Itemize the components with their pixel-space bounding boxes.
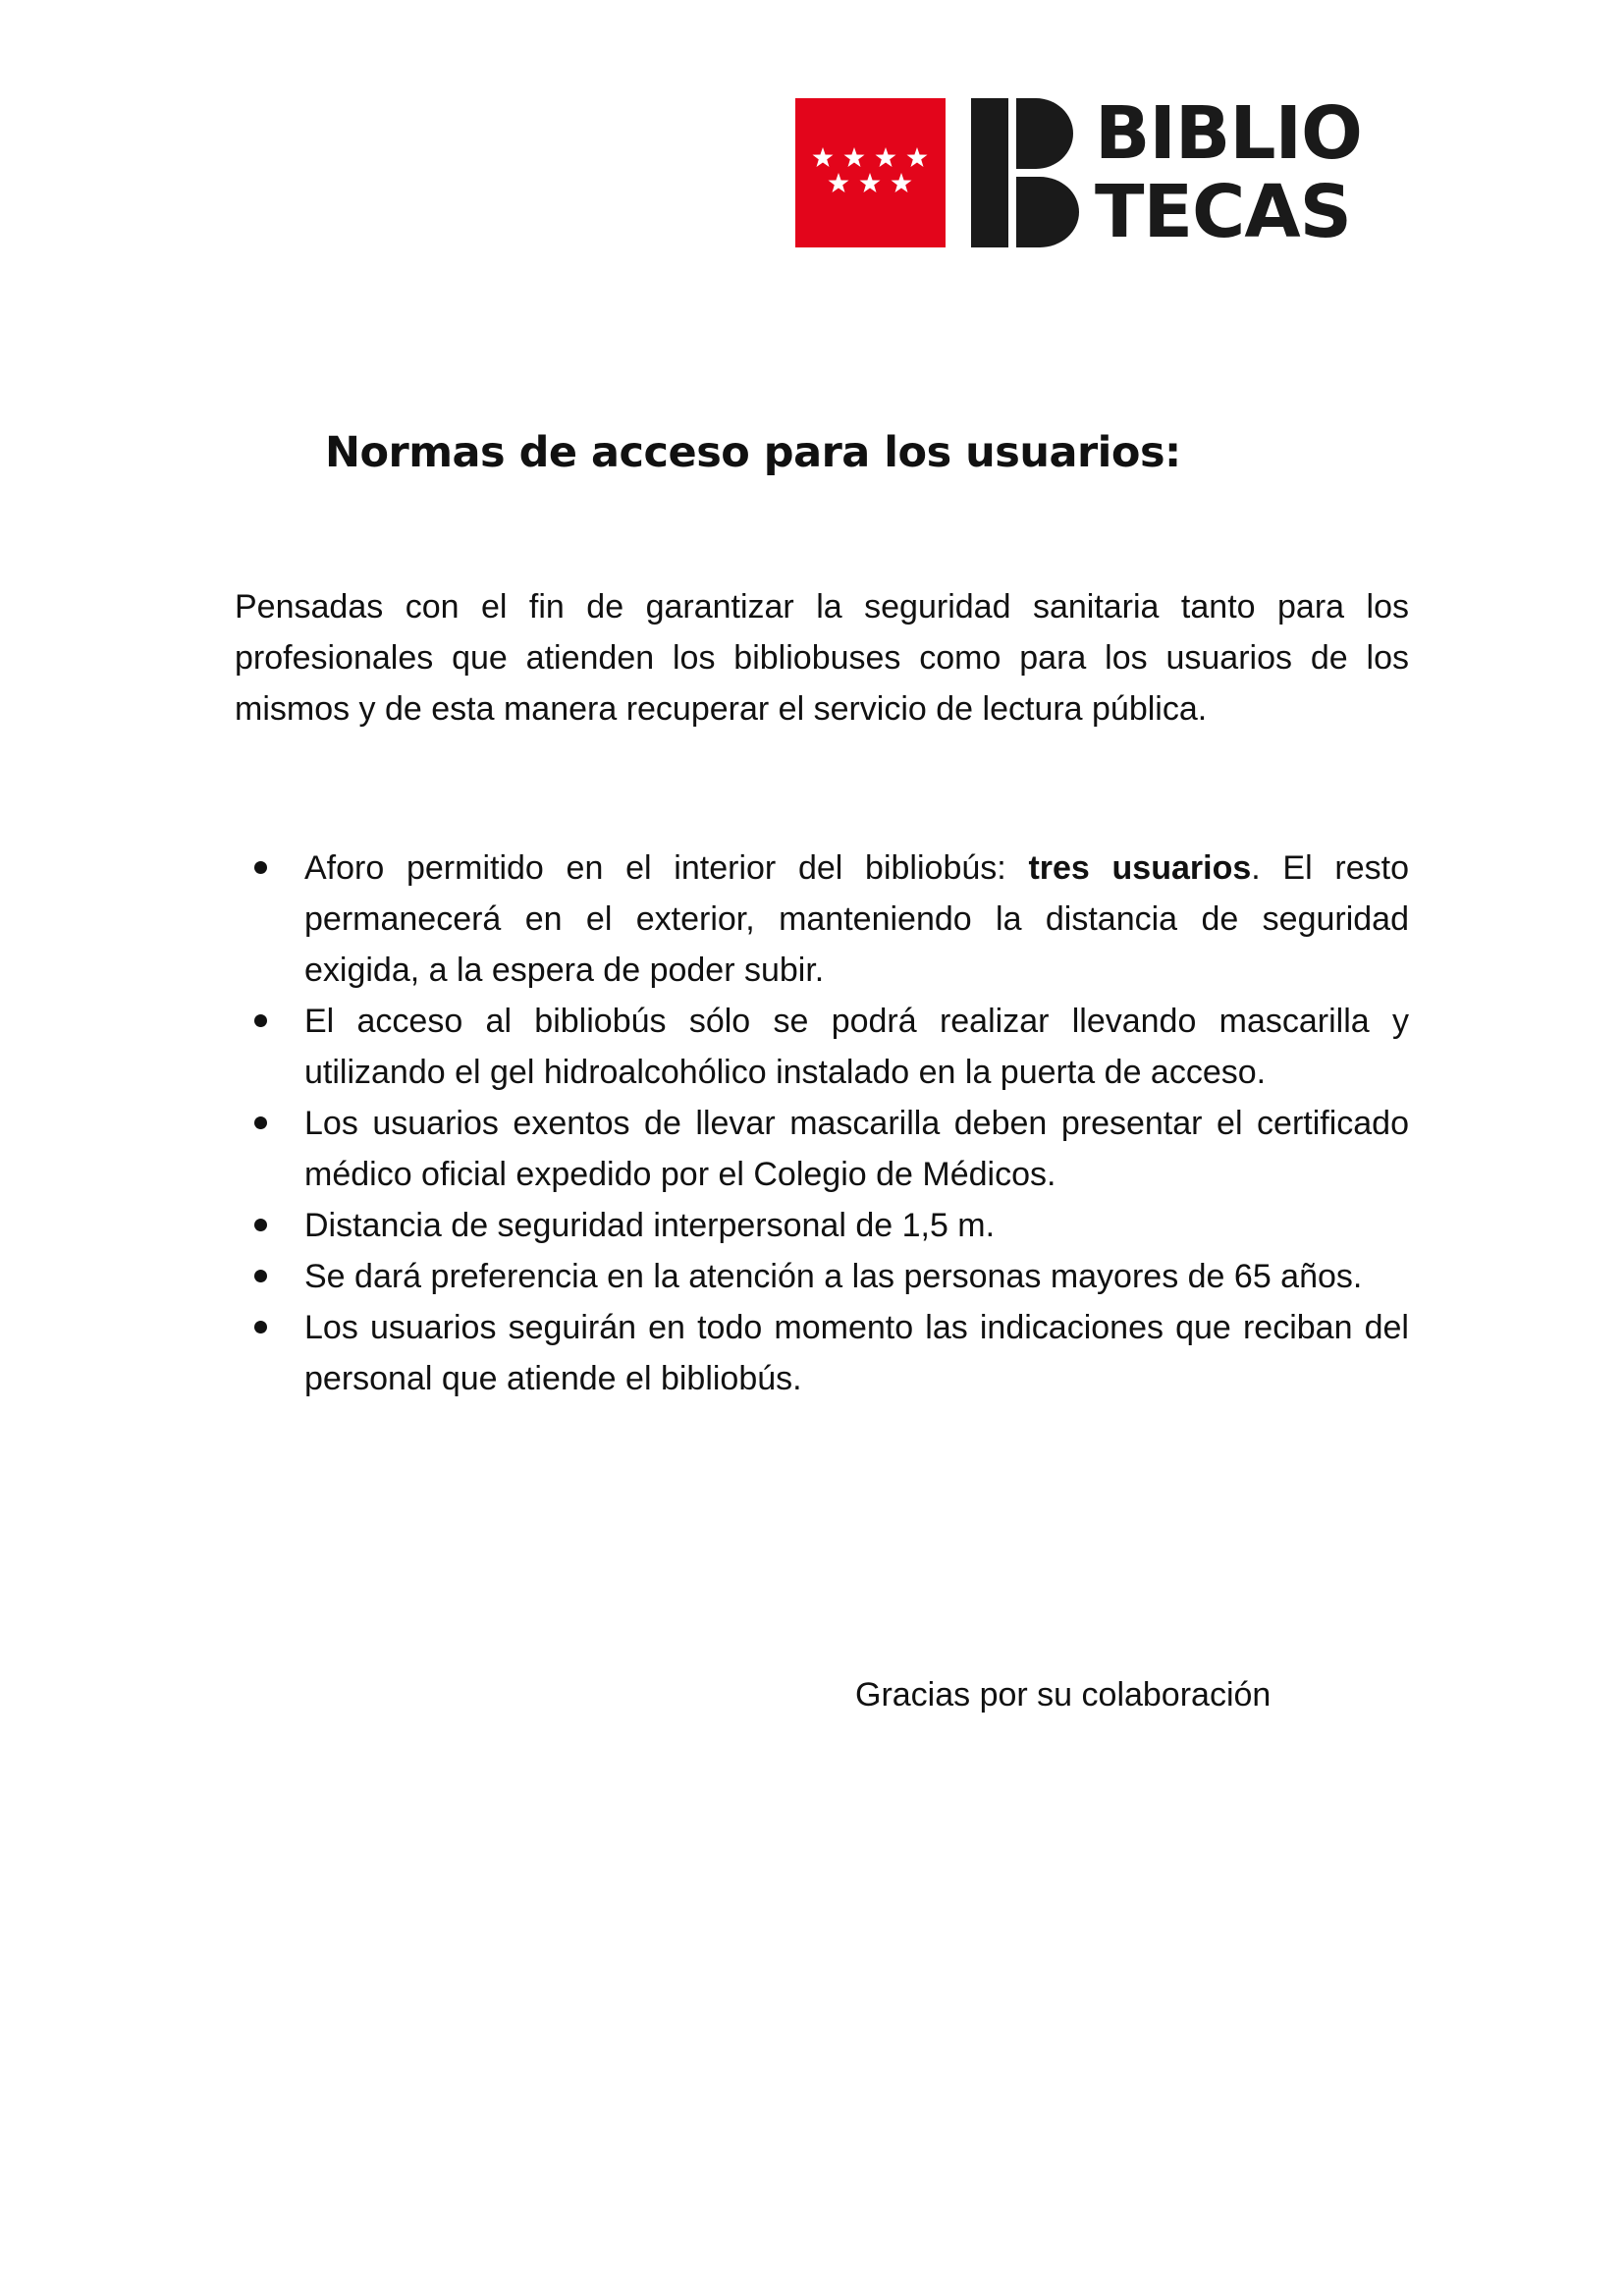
rule-item <box>235 1302 1409 1404</box>
bullet-icon <box>254 1116 267 1129</box>
rule-text: Aforo permitido en el interior del bibliobús: <box>304 849 1029 887</box>
rule-item <box>235 1251 1409 1302</box>
bullet-icon <box>254 1321 267 1333</box>
wordmark-line-1: BIBLIO <box>1095 91 1362 176</box>
rule-item <box>235 1098 1409 1200</box>
rule-text-bold: tres usuarios <box>1028 849 1252 887</box>
rule-text: El acceso al bibliobús sólo se podrá realizar llevando mascarilla y utilizando el gel hidroalcohólico instalado en la puerta de acceso. <box>304 1003 1409 1091</box>
rule-text: . El resto permanecerá en el exterior, manteniendo la distancia de seguridad exigida, a la espera de poder subir. <box>304 849 1409 989</box>
page-title: Normas de acceso para los usuarios: <box>325 428 1181 477</box>
b-logo-icon <box>971 98 1081 247</box>
bullet-icon <box>254 1219 267 1231</box>
rule-text: Los usuarios seguirán en todo momento las indicaciones que reciban del personal que atiende el bibliobús. <box>304 1309 1409 1397</box>
rule-text: Se dará preferencia en la atención a las personas mayores de 65 años. <box>304 1258 1363 1295</box>
bullet-icon <box>254 861 267 874</box>
intro-paragraph: Pensadas con el fin de garantizar la seguridad sanitaria tanto para los profesionales que atienden los bibliobuses como para los usuarios de los mismos y de esta manera recuperar el servicio de lectura pública. <box>235 588 1409 728</box>
rule-item <box>235 1200 1409 1251</box>
bullet-icon <box>254 1270 267 1282</box>
bullet-icon <box>254 1014 267 1027</box>
bibliotecas-logo <box>795 91 1362 254</box>
rules-list <box>235 843 1409 1404</box>
logo-wordmark <box>1095 91 1362 254</box>
rule-text: Los usuarios exentos de llevar mascarilla deben presentar el certificado médico oficial expedido por el Colegio de Médicos. <box>304 1105 1409 1193</box>
closing-text: Gracias por su colaboración <box>855 1676 1272 1714</box>
stars-icon <box>795 98 946 247</box>
madrid-flag-stars-icon <box>795 98 946 247</box>
rule-item <box>235 843 1409 996</box>
rule-item <box>235 996 1409 1098</box>
rule-text: Distancia de seguridad interpersonal de 1,5 m. <box>304 1207 996 1244</box>
wordmark-line-2: TECAS <box>1095 170 1351 254</box>
